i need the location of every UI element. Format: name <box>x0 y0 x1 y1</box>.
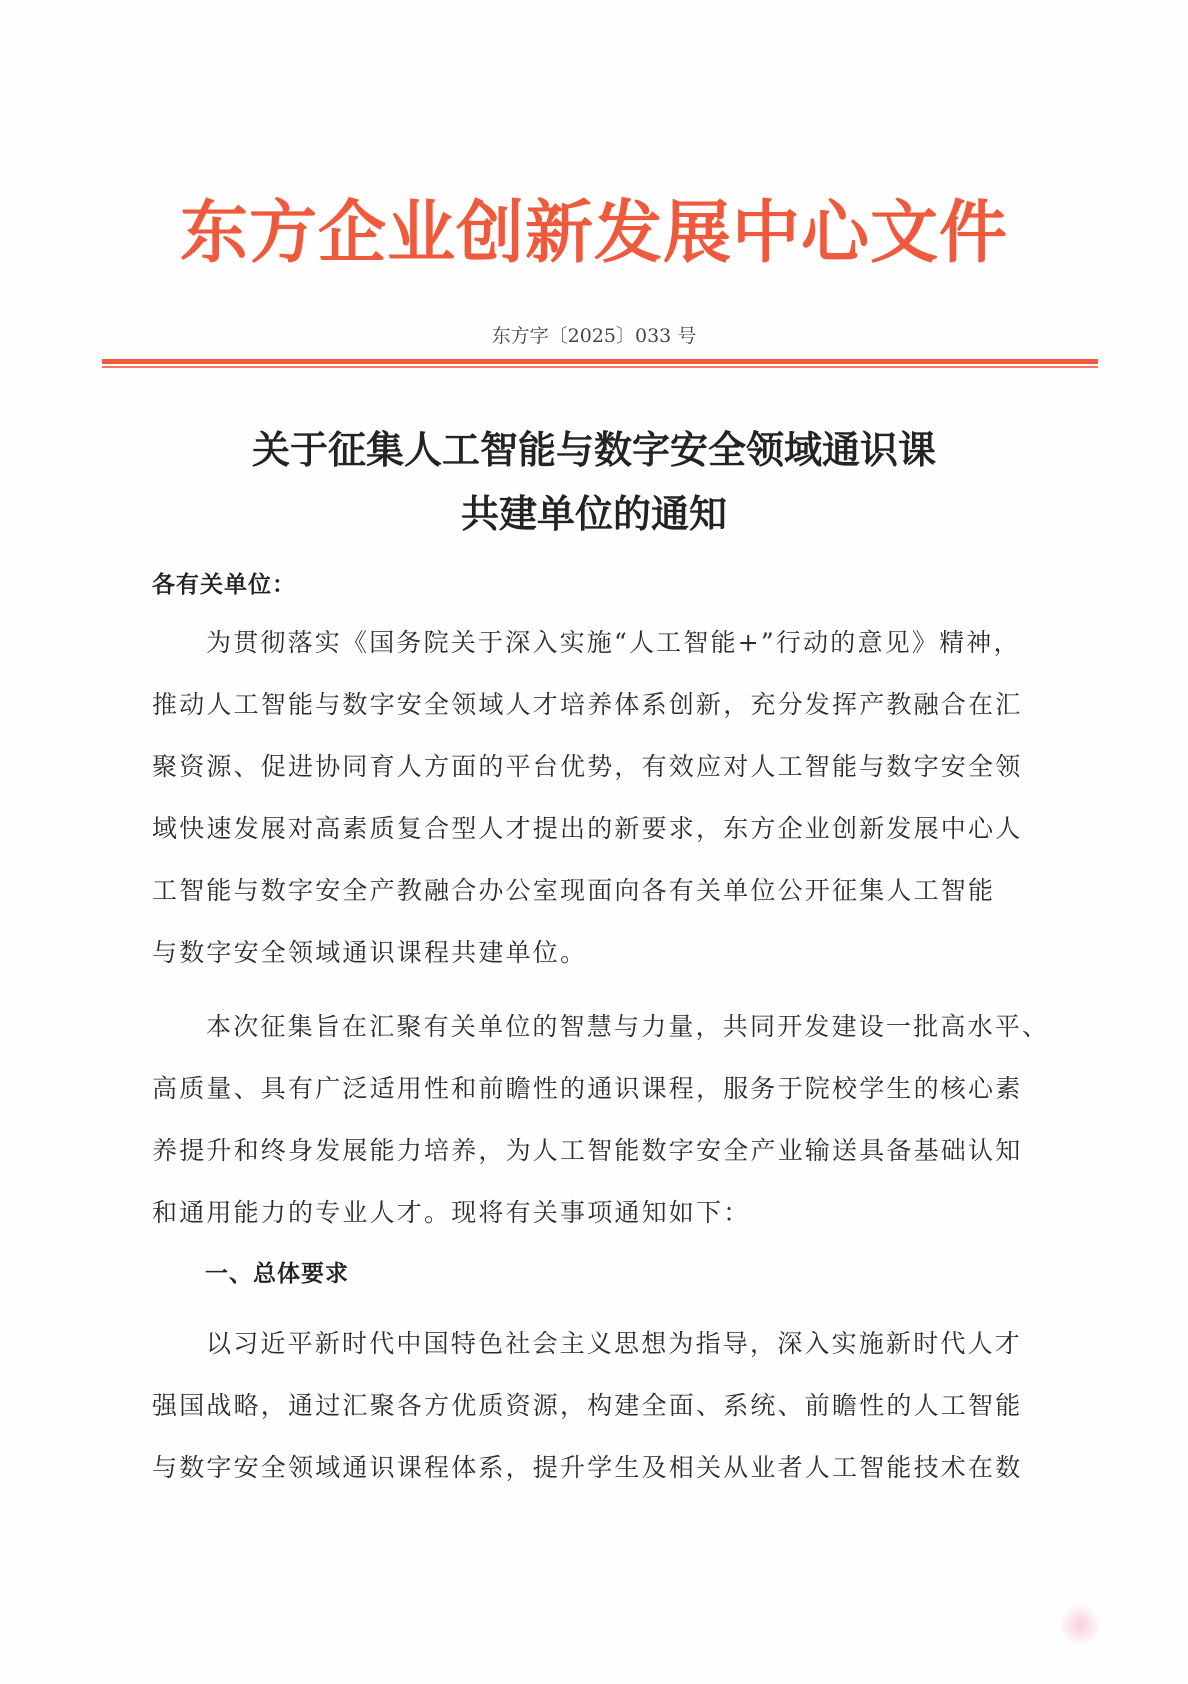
paragraph-line: 与数字安全领域通识课程共建单位。 <box>152 938 588 967</box>
section-heading-1: 一、总体要求 <box>205 1261 349 1287</box>
paragraph-line: 为贯彻落实《国务院关于深入实施“人工智能+”行动的意见》精神， <box>206 628 1021 657</box>
red-separator-thin <box>102 366 1098 368</box>
issuer-header: 东方企业创新发展中心文件 <box>179 194 1008 273</box>
paragraph-1 <box>152 612 1036 984</box>
salutation: 各有关单位： <box>152 572 296 598</box>
paragraph-2 <box>152 996 1050 1244</box>
title-line-2: 共建单位的通知 <box>460 492 727 536</box>
paragraph-line: 高质量、具有广泛适用性和前瞻性的通识课程，服务于院校学生的核心素 <box>152 1074 1023 1103</box>
paragraph-line: 与数字安全领域通识课程体系，提升学生及相关从业者人工智能技术在数 <box>152 1453 1023 1482</box>
paragraph-line: 本次征集旨在汇聚有关单位的智慧与力量，共同开发建设一批高水平、 <box>206 1012 1050 1041</box>
paragraph-line: 聚资源、促进协同育人方面的平台优势，有效应对人工智能与数字安全领 <box>152 752 1023 781</box>
title-line-1: 关于征集人工智能与数字安全领域通识课 <box>251 428 936 472</box>
paragraph-line: 养提升和终身发展能力培养，为人工智能数字安全产业输送具备基础认知 <box>152 1136 1023 1165</box>
paragraph-line: 工智能与数字安全产教融合办公室现面向各有关单位公开征集人工智能 <box>152 876 996 905</box>
paragraph-line: 强国战略，通过汇聚各方优质资源，构建全面、系统、前瞻性的人工智能 <box>152 1391 1023 1420</box>
paragraph-line: 和通用能力的专业人才。现将有关事项通知如下： <box>152 1198 751 1227</box>
document-title <box>0 418 1188 546</box>
red-separator-thick <box>102 359 1098 364</box>
paragraph-line: 推动人工智能与数字安全领域人才培养体系创新，充分发挥产教融合在汇 <box>152 690 1023 719</box>
paragraph-line: 以习近平新时代中国特色社会主义思想为指导，深入实施新时代人才 <box>206 1329 1023 1358</box>
seal-smudge-mark <box>1060 1605 1100 1645</box>
paragraph-line: 域快速发展对高素质复合型人才提出的新要求，东方企业创新发展中心人 <box>152 814 1023 843</box>
document-number: 东方字〔2025〕033 号 <box>491 325 697 347</box>
paragraph-3 <box>152 1313 1036 1499</box>
